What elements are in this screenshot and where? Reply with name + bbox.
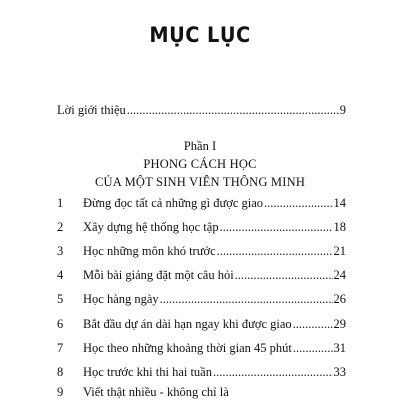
entry-title: Học hàng ngày bbox=[83, 292, 159, 306]
part-title-line-2: CỦA MỘT SINH VIÊN THÔNG MINH bbox=[94, 175, 306, 189]
toc-entry bbox=[57, 385, 346, 400]
entry-page-number: 29 bbox=[333, 317, 346, 331]
dot-leader bbox=[213, 365, 333, 380]
entry-number: 2 bbox=[57, 220, 64, 234]
entry-page-number: 24 bbox=[333, 268, 346, 282]
dot-leader bbox=[127, 103, 339, 118]
entry-title: Mỗi bài giảng đặt một câu hỏi bbox=[83, 268, 234, 282]
entry-number: 6 bbox=[57, 317, 64, 331]
intro-title: Lời giới thiệu bbox=[57, 103, 126, 117]
part-title-line-1: PHONG CÁCH HỌC bbox=[143, 157, 257, 171]
toc-entry bbox=[57, 365, 346, 380]
dot-leader bbox=[217, 244, 333, 259]
entry-number: 5 bbox=[57, 292, 64, 306]
toc-intro-line bbox=[57, 103, 346, 118]
entry-page-number: 31 bbox=[333, 341, 346, 355]
entry-number: 7 bbox=[57, 341, 64, 355]
entry-title: Học theo những khoảng thời gian 45 phút bbox=[83, 341, 292, 355]
dot-leader bbox=[293, 341, 333, 356]
entry-title: Đừng đọc tất cả những gì được giao bbox=[83, 196, 264, 210]
entry-title: Học trước khi thi hai tuần bbox=[83, 365, 212, 379]
entry-number: 9 bbox=[57, 385, 64, 399]
entry-title: Xây dựng hệ thống học tập bbox=[83, 220, 219, 234]
toc-entry bbox=[57, 341, 346, 356]
toc-entry bbox=[57, 268, 346, 283]
intro-page-number: 9 bbox=[339, 103, 346, 117]
entry-page-number: 33 bbox=[333, 365, 346, 379]
page-title: MỤC LỤC bbox=[149, 23, 251, 47]
toc-entry bbox=[57, 292, 346, 307]
toc-entry bbox=[57, 244, 346, 259]
entry-page-number: 14 bbox=[333, 196, 346, 210]
entry-number: 3 bbox=[57, 244, 64, 258]
entry-page-number: 18 bbox=[333, 220, 346, 234]
toc-entry bbox=[57, 196, 346, 211]
toc-entry bbox=[57, 220, 346, 235]
entry-page-number: 26 bbox=[333, 292, 346, 306]
entry-title: Viết thật nhiều - không chỉ là bbox=[83, 385, 229, 399]
entry-number: 8 bbox=[57, 365, 64, 379]
part-label: Phần I bbox=[183, 139, 217, 153]
toc-entry bbox=[57, 317, 346, 332]
dot-leader bbox=[235, 268, 333, 283]
dot-leader bbox=[160, 292, 333, 307]
dot-leader bbox=[264, 196, 332, 211]
entry-page-number: 21 bbox=[333, 244, 346, 258]
dot-leader bbox=[293, 317, 333, 332]
dot-leader bbox=[220, 220, 333, 235]
entry-title: Bắt đầu dự án dài hạn ngay khi được giao bbox=[83, 317, 292, 331]
entry-title: Học những môn khó trước bbox=[83, 244, 216, 258]
entry-number: 1 bbox=[57, 196, 64, 210]
entry-number: 4 bbox=[57, 268, 64, 282]
